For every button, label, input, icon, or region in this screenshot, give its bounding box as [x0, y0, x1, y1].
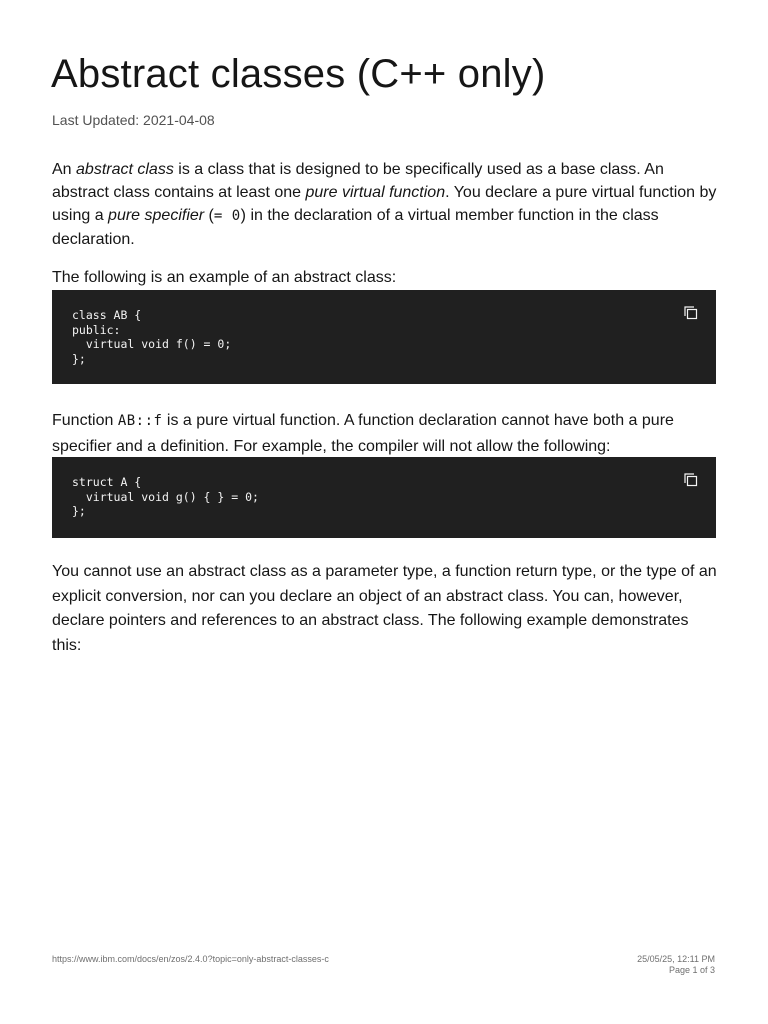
inline-code: AB::f: [117, 413, 163, 429]
last-updated-date: Last Updated: 2021-04-08: [52, 112, 215, 128]
copy-code-button[interactable]: [682, 471, 700, 489]
footer-datetime: 25/05/25, 12:11 PM: [637, 954, 715, 964]
term-abstract-class: abstract class: [76, 161, 174, 178]
term-pure-specifier: pure specifier: [108, 207, 205, 224]
text-run: . You declare a pure virtual function by using a: [52, 184, 717, 224]
code-block-invalid-struct: [52, 457, 716, 538]
copy-icon: [682, 304, 700, 322]
pure-virtual-paragraph: [52, 408, 722, 459]
code-snippet[interactable]: class AB { public: virtual void f() = 0; };: [72, 308, 232, 366]
usage-restrictions-paragraph: You cannot use an abstract class as a parameter type, a function return type, or the type of an explicit conversion, nor can you declare an object of an abstract class. You can, however, declare pointers and references to an abstract class. The following example demonstrates this:: [52, 563, 717, 654]
text-run: Function: [52, 412, 118, 429]
text-run: is a pure virtual function. A function declaration cannot have both a pure specifier and a definition. For example, the compiler will not allow the following:: [52, 412, 674, 455]
text-run: is a class that is designed to be specifically used as a base class. An abstract class contains at least one: [52, 161, 664, 201]
footer-url: https://www.ibm.com/docs/en/zos/2.4.0?topic=only-abstract-classes-c: [52, 954, 329, 964]
text-run: ) in the declaration of a virtual member function in the class declaration.: [52, 207, 659, 248]
footer-page-number: Page 1 of 3: [668, 965, 715, 975]
text-run: An: [52, 161, 77, 178]
code-snippet[interactable]: struct A { virtual void g() { } = 0; };: [72, 475, 259, 518]
copy-icon: [682, 471, 700, 489]
text-run: (: [204, 207, 214, 224]
intro-paragraph: [52, 158, 722, 251]
copy-code-button[interactable]: [682, 304, 700, 322]
footer-meta: [637, 954, 715, 976]
code-block-abstract-class: [52, 290, 716, 384]
term-pure-virtual-function: pure virtual function: [305, 184, 446, 201]
page-title: Abstract classes (C++ only): [51, 52, 546, 96]
example-intro-paragraph: The following is an example of an abstract class:: [52, 269, 397, 286]
inline-code: = 0: [213, 208, 241, 224]
